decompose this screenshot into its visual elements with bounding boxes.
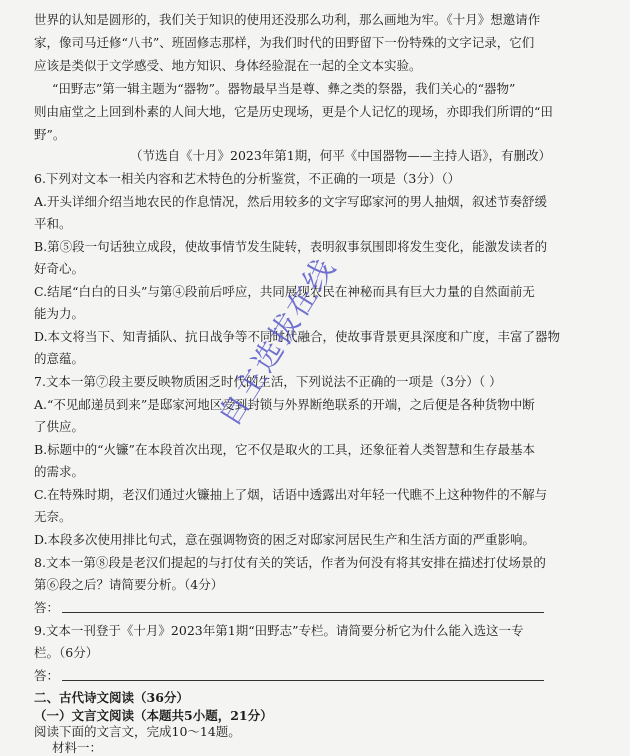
answer-line — [62, 612, 544, 613]
option-b: B.标题中的“火镰”在本段首次出现，它不仅是取火的工具，还象征着人类智慧和生存最基本 — [34, 442, 535, 457]
answer-line — [62, 680, 544, 681]
source-note: （节选自《十月》2023年第1期，何平《中国器物——主持人语》，有删改） — [130, 148, 552, 163]
option-c-cont: 无奈。 — [34, 509, 72, 524]
option-a-cont: 平和。 — [34, 216, 72, 231]
text-line: 野”。 — [34, 127, 66, 142]
instruction: 阅读下面的文言文，完成10～14题。 — [34, 724, 241, 739]
option-c-cont: 能为力。 — [34, 306, 85, 321]
text-line: “田野志”第一辑主题为“器物”。器物最早当是尊、彝之类的祭器，我们关心的“器物” — [52, 81, 516, 96]
option-a: A.“不见邮递员到来”是邸家河地区受到封锁与外界断绝联系的开端，之后便是各种货物中断 — [34, 397, 535, 412]
text-line: 则由庙堂之上回到朴素的人间大地，它是历史现场，更是个人记忆的现场，亦即我们所谓的“田 — [34, 104, 553, 119]
option-a-cont: 了供应。 — [34, 419, 85, 434]
option-c: C.在特殊时期，老汉们通过火镰抽上了烟，话语中透露出对年轻一代瞧不上这种物件的不解与 — [34, 487, 548, 502]
question-9: 9.文本一刊登于《十月》2023年第1期“田野志”专栏。请简要分析它为什么能入选这一专 — [34, 623, 524, 638]
option-a: A.开头详细介绍当地农民的作息情况，然后用较多的文字写邸家河的男人抽烟，叙述节奏舒缓 — [34, 194, 548, 209]
section-heading: 二、古代诗文阅读（36分） — [34, 690, 189, 705]
question-9-cont: 栏。（6分） — [34, 645, 99, 660]
text-line: 家，像司马迁修“八书”、班固修志那样，为我们时代的田野留下一份特殊的文字记录，它们 — [34, 35, 535, 50]
answer-label: 答： — [34, 600, 60, 615]
text-line: 应该是类似于文学感受、地方知识、身体经验混在一起的全文本实验。 — [34, 58, 422, 73]
question-7: 7.文本一第⑦段主要反映物质困乏时代的生活，下列说法不正确的一项是（3分）（ ） — [34, 374, 502, 389]
watermark: 自主选拔在线 — [211, 251, 344, 433]
option-d: D.本文将当下、知青插队、抗日战争等不同时代融合，使故事背景更具深度和广度，丰富了器物 — [34, 329, 561, 344]
answer-label: 答： — [34, 668, 60, 683]
question-8-cont: 第⑥段之后？请简要分析。（4分） — [34, 577, 224, 592]
option-b-cont: 好奇心。 — [34, 261, 85, 276]
question-6: 6.下列对文本一相关内容和艺术特色的分析鉴赏，不正确的一项是（3分）（） — [34, 171, 461, 186]
subsection-heading: （一）文言文阅读（本题共5小题，21分） — [34, 708, 273, 723]
option-b-cont: 的需求。 — [34, 464, 85, 479]
option-d-cont: 的意蕴。 — [34, 351, 85, 366]
option-b: B.第⑤段一句话独立成段，使故事情节发生陡转，表明叙事氛围即将发生变化，能激发读者的 — [34, 239, 548, 254]
text-line: 世界的认知是圆形的，我们关于知识的使用还没那么功利，那么画地为牢。《十月》想邀请作 — [34, 12, 541, 27]
material-label: 材料一： — [52, 740, 103, 755]
option-c: C.结尾“白白的日头”与第④段前后呼应，共同展现农民在神秘而具有巨大力量的自然面前无 — [34, 284, 535, 299]
question-8: 8.文本一第⑧段是老汉们提起的与打仗有关的笑话，作者为何没有将其安排在描述打仗场景的 — [34, 555, 546, 570]
option-d: D.本段多次使用排比句式，意在强调物资的困乏对邸家河居民生产和生活方面的严重影响。 — [34, 532, 536, 547]
